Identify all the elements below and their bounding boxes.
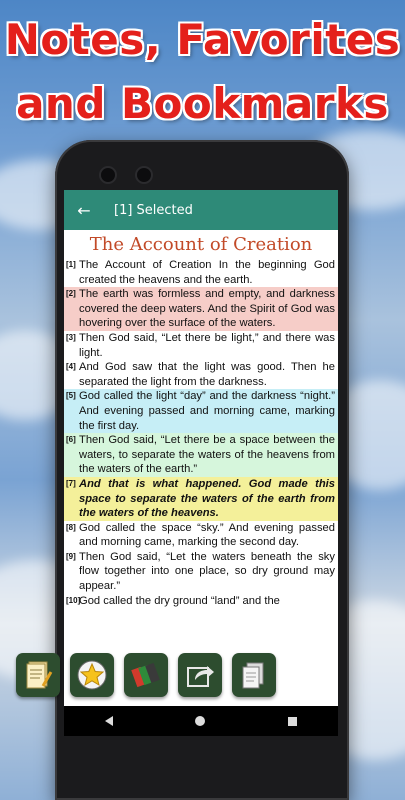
verse-text: God called the light “day” and the darkness “night.” And evening passed and morning came, marking the first day. [79,390,335,432]
verse-number: [6] [66,435,76,445]
verse-3[interactable] [64,331,338,360]
verse-10[interactable] [64,594,338,609]
back-arrow-icon[interactable]: ← [77,200,91,220]
copy-button[interactable] [232,653,276,697]
verse-number: [7] [66,478,76,488]
verse-number: [9] [66,551,76,561]
share-button[interactable] [178,653,222,697]
verse-text: The earth was formless and empty, and darkness covered the deep waters. And the Spirit of God was hovering over the surface of the waters. [79,288,335,330]
bookmarks-icon [129,658,163,692]
chapter-title: The Account of Creation [89,234,313,255]
bible-text[interactable] [64,230,338,696]
verse-text: The Account of Creation In the beginning God created the heavens and the earth. [79,259,335,286]
verse-6[interactable] [64,433,338,477]
action-toolbar [16,653,328,697]
verse-8[interactable] [64,521,338,550]
selection-title: [1] Selected [114,202,193,218]
verse-text: Then God said, “Let the waters beneath the sky flow together into one place, so dry ground may appear.” [79,550,335,593]
front-camera [101,168,115,182]
share-icon [183,658,217,692]
copy-icon [237,658,271,692]
verse-2[interactable] [64,287,338,331]
favorite-star-icon [75,658,109,692]
headline-line-1: Notes, Favorites [4,15,401,64]
verse-number: [10] [66,595,81,605]
verse-number: [4] [66,362,76,372]
verse-number: [8] [66,522,76,532]
system-nav-bar [64,706,338,736]
verse-text: Then God said, “Let there be a space between the waters, to separate the waters of the heavens from the waters of the earth.” [79,434,335,476]
verse-5[interactable] [64,389,338,433]
verse-text: And that is what happened. God made this space to separate the waters of the earth from the waters of the heavens. [79,477,335,520]
verse-4[interactable] [64,360,338,389]
headline-line-2: and Bookmarks [16,79,389,128]
front-sensor [137,168,151,182]
verse-text: God called the space “sky.” And evening passed and morning came, marking the second day. [79,521,335,549]
verse-text: Then God said, “Let there be light,” and there was light. [79,331,335,359]
verse-1[interactable] [64,258,338,287]
verse-7[interactable] [64,477,338,521]
bookmarks-button[interactable] [124,653,168,697]
verse-text: God called the dry ground “land” and the [79,594,280,607]
notes-button[interactable] [16,653,60,697]
verse-9[interactable] [64,550,338,594]
app-bar [64,190,338,230]
nav-home-icon[interactable] [195,716,205,726]
favorite-button[interactable] [70,653,114,697]
verse-number: [2] [66,289,76,299]
nav-back-icon[interactable] [105,716,113,726]
verse-number: [3] [66,332,76,342]
verse-text: And God saw that the light was good. Then he separated the light from the darkness. [79,361,335,388]
notes-icon [21,658,55,692]
verse-number: [5] [66,391,76,401]
verse-number: [1] [66,260,76,269]
nav-recents-icon[interactable] [288,717,297,726]
